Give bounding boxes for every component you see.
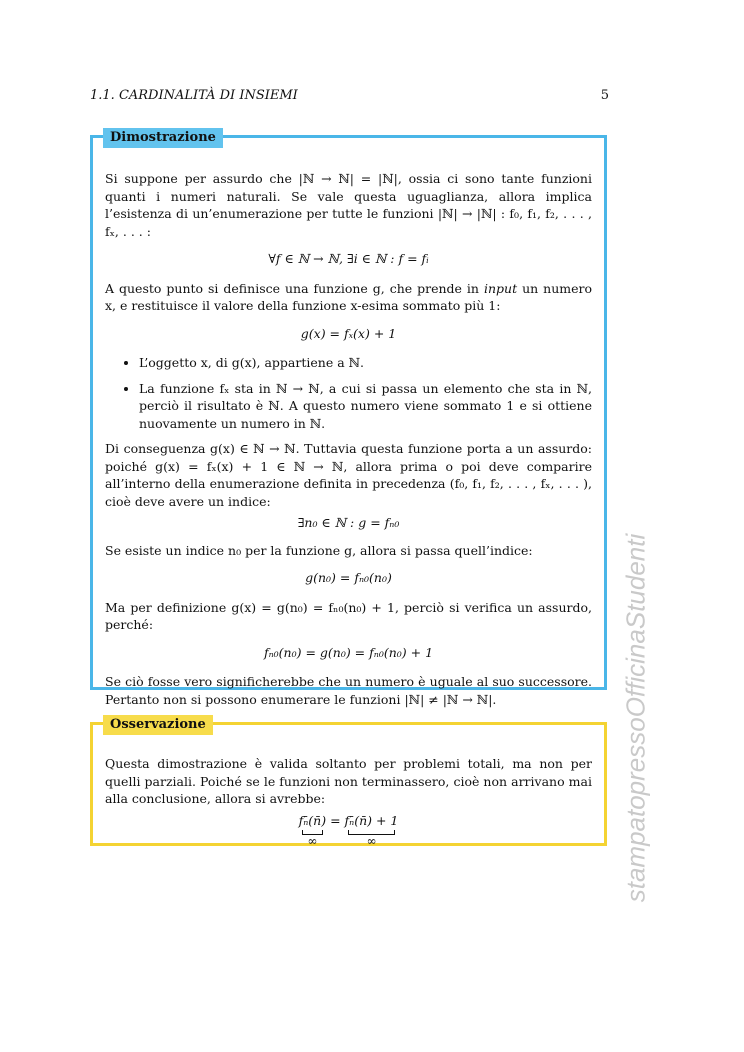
watermark-text: stampatopressoOfficinaStudenti — [620, 533, 651, 903]
underbrace-right — [345, 812, 399, 848]
formula-term: fₙ̄(n̄) + 1 — [344, 812, 399, 828]
proof-paragraph: Di conseguenza g(x) ∈ ℕ → ℕ. Tuttavia questa funzione porta a un assurdo: poiché g(x) = fₓ(x) + 1 ∈ ℕ → ℕ, allora prima o poi deve comparire all’interno della enumerazione definita in precedenza (f₀, f₁, f₂, . . . , fₓ, . . . ), cioè deve avere un indice: — [105, 441, 592, 509]
bullet-list — [105, 354, 592, 432]
formula-enumeration: ∀f ∈ ℕ → ℕ, ∃i ∈ ℕ : f = fᵢ — [268, 251, 429, 266]
list-item: • L’oggetto x, di g(x), appartiene a ℕ. — [139, 354, 592, 372]
formula-underbrace — [105, 812, 592, 848]
equals-sign: = — [326, 812, 345, 828]
list-item: • La funzione fₓ sta in ℕ → ℕ, a cui si passa un elemento che sta in ℕ, perciò il risultato è ℕ. A questo numero viene sommato 1 e si ottiene nuovamente un numero in ℕ. — [139, 380, 592, 433]
proof-title: Dimostrazione — [103, 128, 223, 148]
formula-term: fₙ̄(n̄) — [298, 812, 327, 828]
formula-g-definition: g(x) = fₓ(x) + 1 — [300, 325, 397, 341]
text-run: un numero x, e restituisce il valore della funzione x-esima sommato più 1: — [105, 280, 592, 313]
emphasis-input: input — [483, 280, 518, 296]
proof-paragraph — [105, 280, 592, 315]
observation-box — [90, 717, 607, 848]
running-header — [90, 88, 609, 108]
text-run: A questo punto si definisce una funzione g, che prende in — [105, 280, 484, 296]
watermark — [606, 518, 666, 918]
observation-content — [105, 755, 592, 847]
page-number: 5 — [600, 88, 609, 103]
infinity-label: ∞ — [366, 834, 377, 848]
proof-paragraph: Se esiste un indice n₀ per la funzione g, allora si passa quell’indice: — [105, 542, 533, 558]
observation-paragraph: Questa dimostrazione è valida soltanto per problemi totali, ma non per quelli parziali. Poiché se le funzioni non terminassero, cioè non arrivano mai alla conclusione, allora si avrebbe: — [105, 756, 592, 806]
underbrace-left — [299, 812, 327, 848]
proof-paragraph: Si suppone per assurdo che |ℕ → ℕ| = |ℕ|, ossia ci sono tante funzioni quanti i numeri naturali. Se vale questa uguaglianza, allora implica l’esistenza di un’enumerazione per tutte le funzioni |ℕ| → |ℕ| : f₀, f₁, f₂, . . . , fₓ, . . . : — [105, 171, 592, 239]
proof-content — [105, 170, 592, 718]
formula-g-n0: g(n₀) = fₙ₀(n₀) — [305, 570, 392, 585]
formula-index: ∃n₀ ∈ ℕ : g = fₙ₀ — [297, 515, 400, 530]
proof-paragraph: Ma per definizione g(x) = g(n₀) = fₙ₀(n₀) + 1, perciò si verifica un assurdo, perché: — [105, 599, 592, 632]
infinity-label: ∞ — [307, 834, 318, 848]
formula-contradiction: fₙ₀(n₀) = g(n₀) = fₙ₀(n₀) + 1 — [263, 644, 434, 660]
proof-paragraph: Se ciò fosse vero significherebbe che un numero è uguale al suo successore. Pertanto non si possono enumerare le funzioni |ℕ| ≠ |ℕ → ℕ|. — [105, 674, 592, 707]
proof-box — [90, 130, 607, 707]
section-title: 1.1. CARDINALITÀ DI INSIEMI — [90, 88, 298, 103]
observation-title: Osservazione — [103, 715, 213, 735]
